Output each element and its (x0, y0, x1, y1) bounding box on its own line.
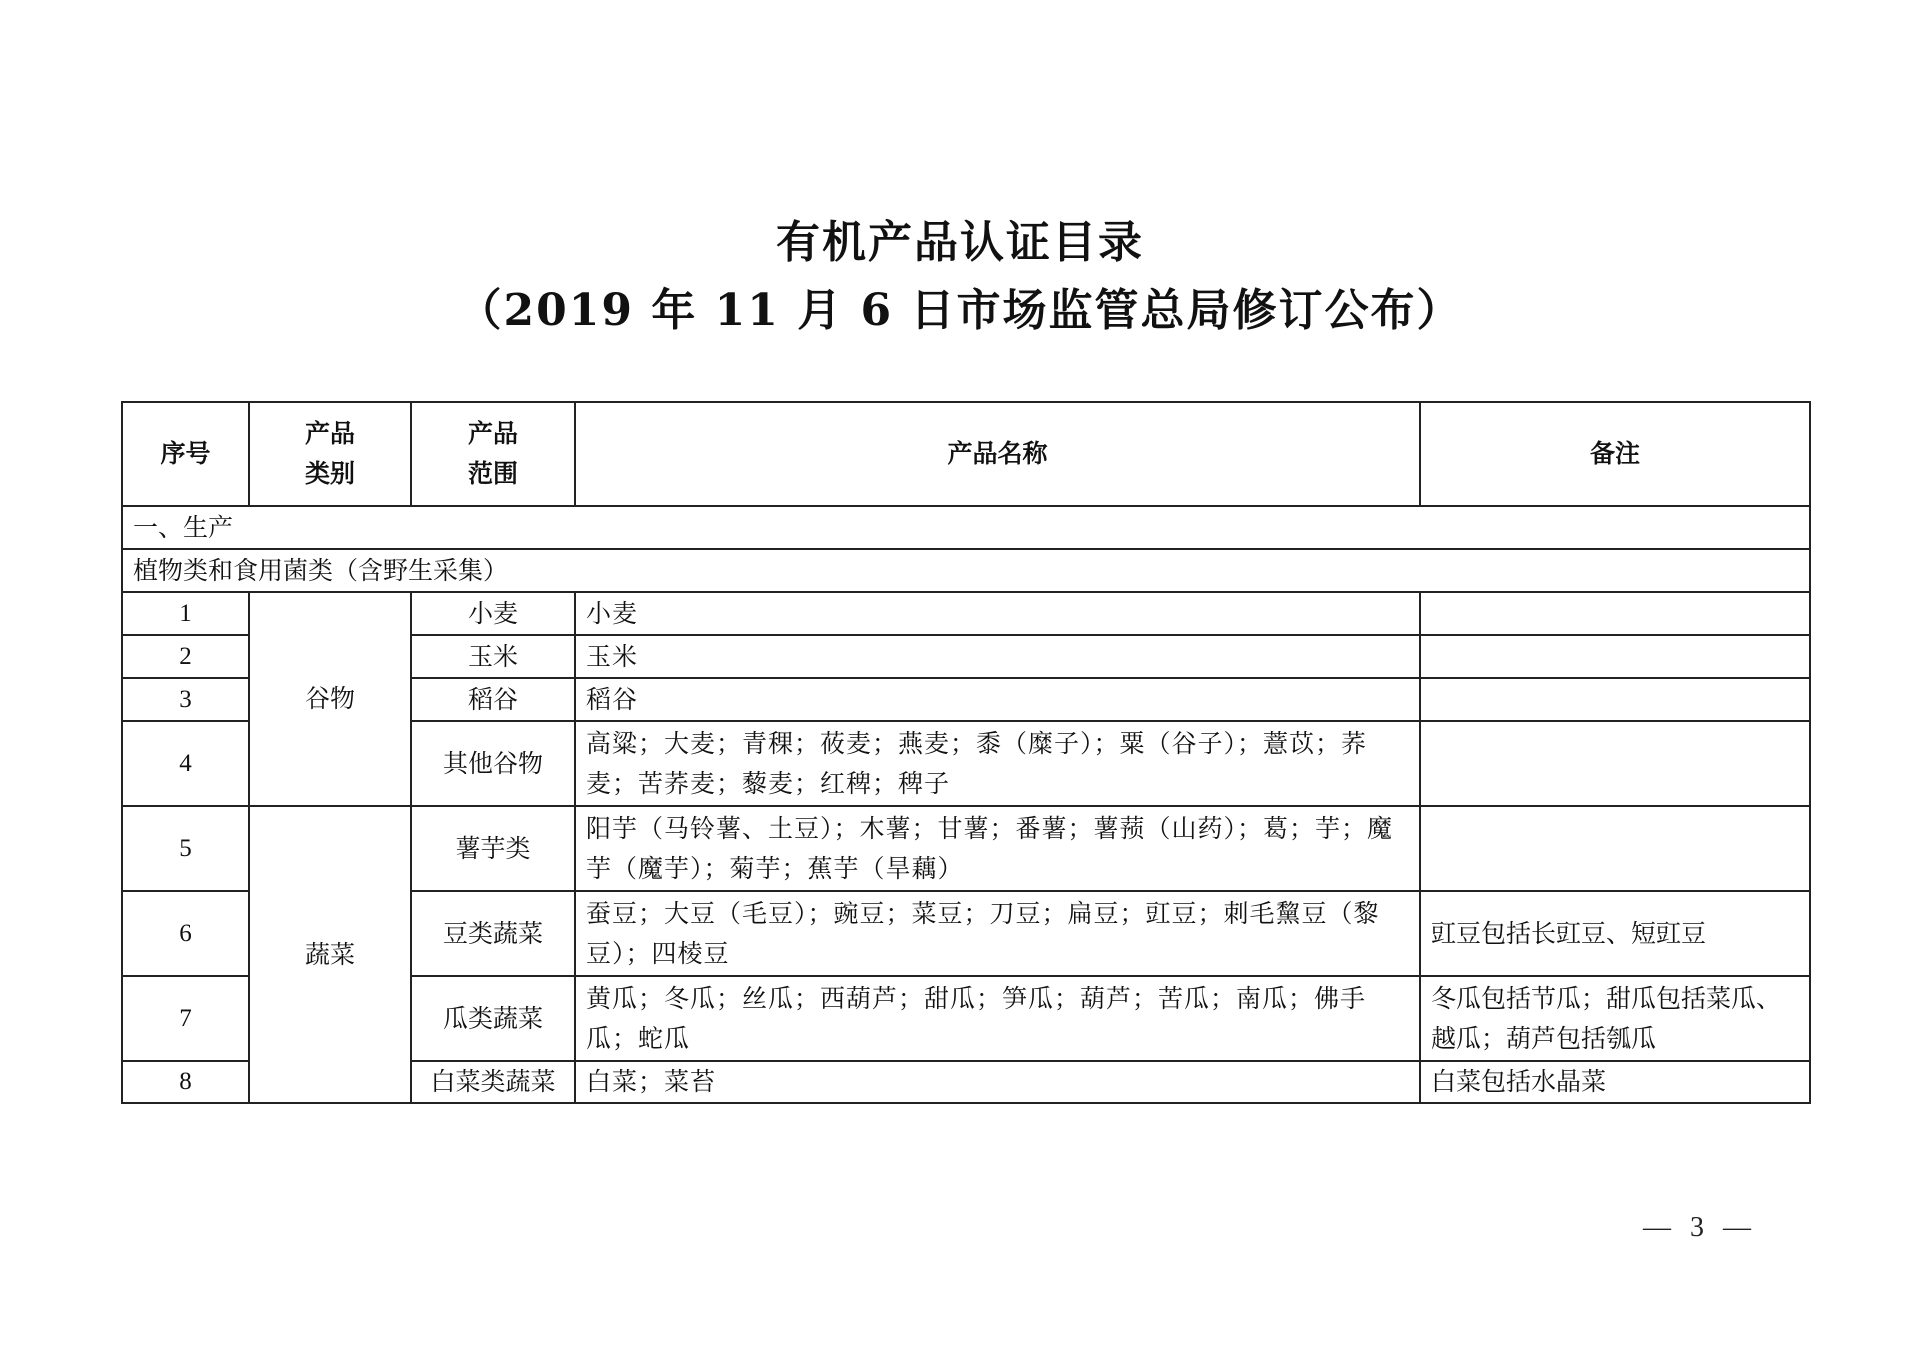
header-scope-line2: 范围 (467, 459, 518, 488)
category-vegetable: 蔬菜 (249, 806, 411, 1103)
row-scope: 小麦 (411, 592, 575, 635)
row-scope: 其他谷物 (411, 721, 575, 806)
header-seq: 序号 (122, 402, 249, 506)
row-seq: 2 (122, 635, 249, 678)
header-name: 产品名称 (575, 402, 1420, 506)
header-note: 备注 (1420, 402, 1810, 506)
row-note (1420, 592, 1810, 635)
row-note: 冬瓜包括节瓜；甜瓜包括菜瓜、越瓜；葫芦包括瓠瓜 (1420, 976, 1810, 1061)
row-seq: 8 (122, 1061, 249, 1103)
page-number: — 3 — (1643, 1212, 1757, 1243)
document-subtitle: （2019 年 11 月 6 日市场监管总局修订公布） (457, 285, 1463, 336)
row-scope: 稻谷 (411, 678, 575, 721)
header-category-line2: 类别 (304, 459, 355, 488)
section-plants-fungi: 植物类和食用菌类（含野生采集） (122, 549, 1810, 592)
section-row-production (122, 506, 1810, 549)
header-scope-line1: 产品 (467, 419, 518, 448)
document-title: 有机产品认证目录 (776, 217, 1144, 268)
row-scope: 薯芋类 (411, 806, 575, 891)
row-product-name: 黄瓜；冬瓜；丝瓜；西葫芦；甜瓜；笋瓜；葫芦；苦瓜；南瓜；佛手瓜；蛇瓜 (575, 976, 1420, 1061)
row-note (1420, 678, 1810, 721)
row-seq: 5 (122, 806, 249, 891)
row-product-name: 蚕豆；大豆（毛豆）；豌豆；菜豆；刀豆；扁豆；豇豆；刺毛黧豆（黎豆）；四棱豆 (575, 891, 1420, 976)
row-note (1420, 635, 1810, 678)
header-category (249, 402, 411, 506)
row-product-name: 稻谷 (575, 678, 1420, 721)
row-product-name: 白菜；菜苔 (575, 1061, 1420, 1103)
row-product-name: 高粱；大麦；青稞；莜麦；燕麦；黍（糜子）；粟（谷子）；薏苡；荞麦；苦荞麦；藜麦；红稗；稗子 (575, 721, 1420, 806)
row-note (1420, 721, 1810, 806)
section-row-plants (122, 549, 1810, 592)
row-note: 白菜包括水晶菜 (1420, 1061, 1810, 1103)
row-seq: 6 (122, 891, 249, 976)
table-row (122, 592, 1810, 635)
table-row (122, 806, 1810, 891)
header-scope (411, 402, 575, 506)
row-scope: 瓜类蔬菜 (411, 976, 575, 1061)
row-seq: 3 (122, 678, 249, 721)
row-note: 豇豆包括长豇豆、短豇豆 (1420, 891, 1810, 976)
row-note (1420, 806, 1810, 891)
row-scope: 玉米 (411, 635, 575, 678)
row-seq: 1 (122, 592, 249, 635)
row-scope: 豆类蔬菜 (411, 891, 575, 976)
row-scope: 白菜类蔬菜 (411, 1061, 575, 1103)
header-category-line1: 产品 (304, 419, 355, 448)
table-header-row (122, 402, 1810, 506)
row-product-name: 小麦 (575, 592, 1420, 635)
row-seq: 4 (122, 721, 249, 806)
section-production: 一、生产 (122, 506, 1810, 549)
row-product-name: 阳芋（马铃薯、土豆）；木薯；甘薯；番薯；薯蓣（山药）；葛；芋；魔芋（魔芋）；菊芋；蕉芋（旱藕） (575, 806, 1420, 891)
row-product-name: 玉米 (575, 635, 1420, 678)
category-grain: 谷物 (249, 592, 411, 806)
catalog-table (121, 401, 1811, 1104)
row-seq: 7 (122, 976, 249, 1061)
